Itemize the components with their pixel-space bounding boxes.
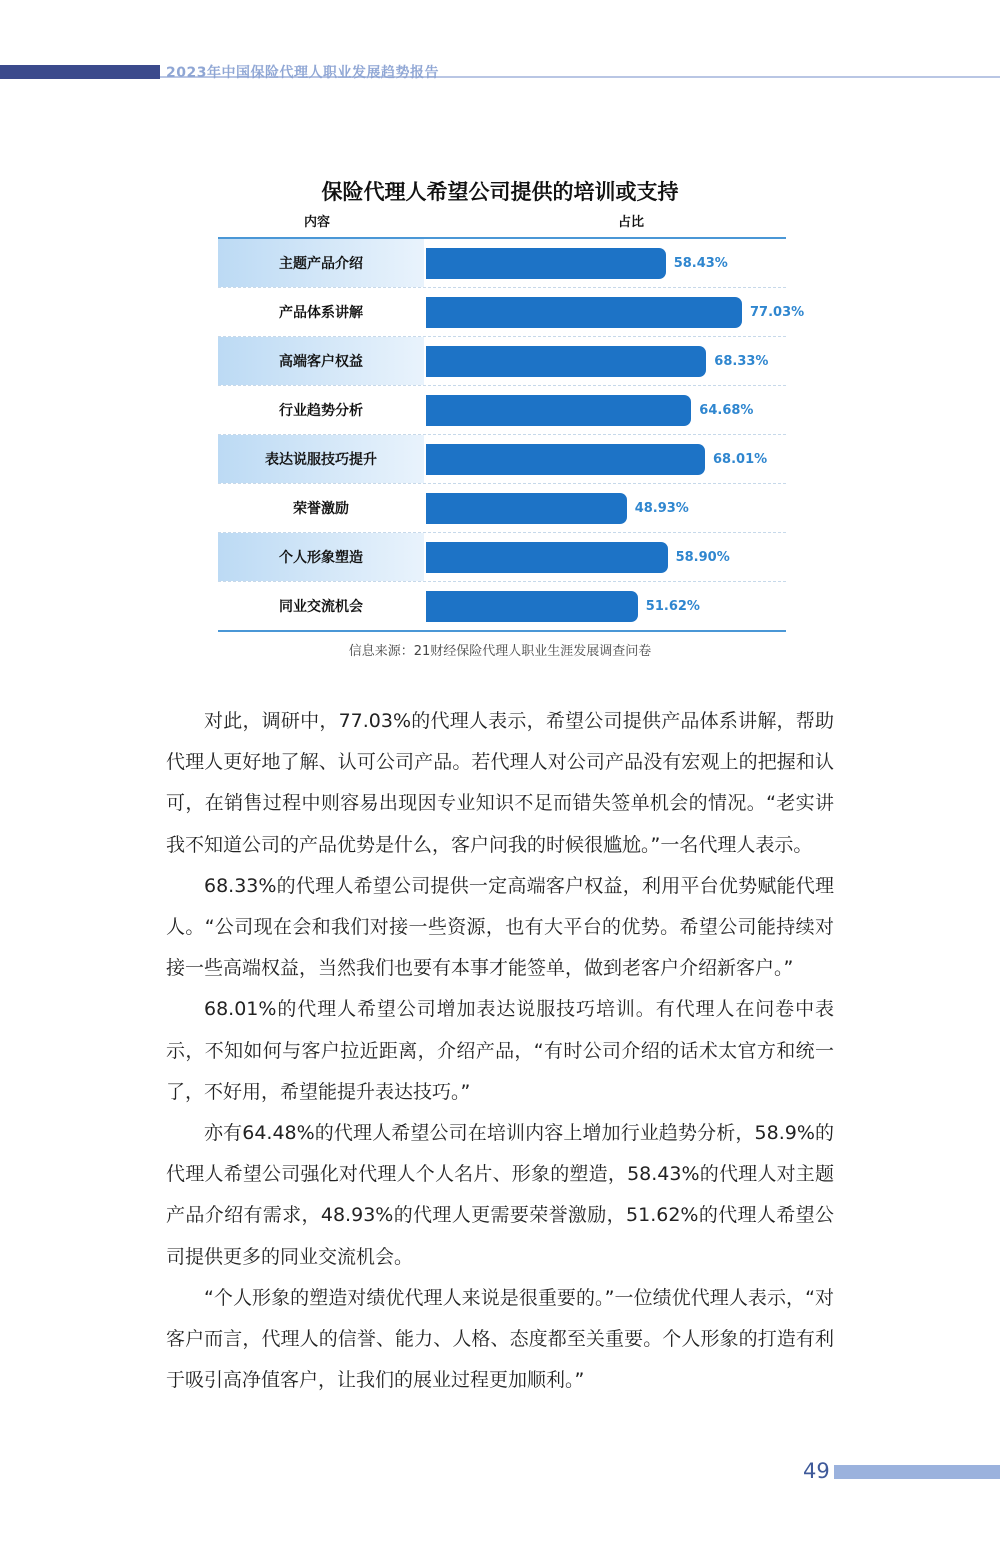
value-label: 58.43% — [673, 256, 728, 271]
category-label: 同业交流机会 — [279, 599, 363, 615]
category-label: 行业趋势分析 — [279, 403, 363, 419]
chart-row — [218, 386, 786, 434]
page-number: 49 — [803, 1459, 830, 1483]
chart-row — [218, 435, 786, 483]
value-label: 51.62% — [645, 599, 700, 614]
bar — [426, 493, 627, 524]
chart-title: 保险代理人希望公司提供的培训或支持 — [321, 180, 679, 204]
bar — [426, 248, 666, 279]
category-label: 个人形象塑造 — [218, 533, 424, 581]
bar — [426, 444, 705, 475]
chart-bottom-rule — [218, 630, 786, 632]
bar — [426, 346, 706, 377]
report-title: 2023年中国保险代理人职业发展趋势报告 — [166, 65, 439, 81]
value-label: 68.33% — [714, 354, 769, 369]
paragraph: “个人形象的塑造对绩优代理人来说是很重要的。”一位绩优代理人表示，“对客户而言，代理人的信誉、能力、人格、态度都至关重要。个人形象的打造有利于吸引高净值客户，让我们的展业过程更加顺利。” — [166, 1286, 834, 1392]
chart-row — [218, 533, 786, 581]
chart-row — [218, 484, 786, 532]
chart-source: 信息来源：21财经保险代理人职业生涯发展调查问卷 — [348, 644, 652, 659]
value-label: 77.03% — [750, 305, 805, 320]
bar — [426, 297, 742, 328]
column-header-content: 内容 — [304, 215, 331, 230]
category-label: 高端客户权益 — [218, 337, 424, 385]
category-label: 荣誉激励 — [293, 501, 349, 517]
chart-row — [218, 288, 805, 336]
category-label: 表达说服技巧提升 — [218, 435, 424, 483]
paragraph: 68.01%的代理人希望公司增加表达说服技巧培训。有代理人在问卷中表示，不知如何与客户拉近距离，介绍产品，“有时公司介绍的话术太官方和统一了，不好用，希望能提升表达技巧。” — [166, 998, 834, 1103]
category-label: 产品体系讲解 — [279, 305, 363, 321]
bar — [426, 542, 668, 573]
paragraph: 亦有64.48%的代理人希望公司在培训内容上增加行业趋势分析，58.9%的代理人希望公司强化对代理人个人名片、形象的塑造，58.43%的代理人对主题产品介绍有需求，48.93%的代理人更需要荣誉激励，51.62%的代理人希望公司提供更多的同业交流机会。 — [166, 1122, 834, 1268]
value-label: 48.93% — [634, 501, 689, 516]
paragraph: 68.33%的代理人希望公司提供一定高端客户权益，利用平台优势赋能代理人。“公司现在会和我们对接一些资源，也有大平台的优势。希望公司能持续对接一些高端权益，当然我们也要有本事才能签单，做到老客户介绍新客户。” — [166, 874, 834, 980]
bar — [426, 591, 638, 622]
footer-accent-bar — [834, 1465, 1000, 1479]
chart-row — [218, 239, 786, 287]
bar — [426, 395, 691, 426]
value-label: 68.01% — [713, 452, 768, 467]
chart-row — [218, 337, 786, 385]
paragraph: 对此，调研中，77.03%的代理人表示，希望公司提供产品体系讲解，帮助代理人更好地了解、认可公司产品。若代理人对公司产品没有宏观上的把握和认可，在销售过程中则容易出现因专业知识不足而错失签单机会的情况。“老实讲我不知道公司的产品优势是什么，客户问我的时候很尴尬。”一名代理人表示。 — [166, 710, 834, 856]
body-text — [166, 701, 834, 1401]
value-label: 58.90% — [675, 550, 730, 565]
category-label: 主题产品介绍 — [218, 239, 424, 287]
chart-row — [218, 582, 786, 630]
bar-chart — [218, 239, 805, 630]
value-label: 64.68% — [699, 403, 754, 418]
header-accent-bar — [0, 65, 160, 79]
column-header-share: 占比 — [618, 215, 645, 230]
